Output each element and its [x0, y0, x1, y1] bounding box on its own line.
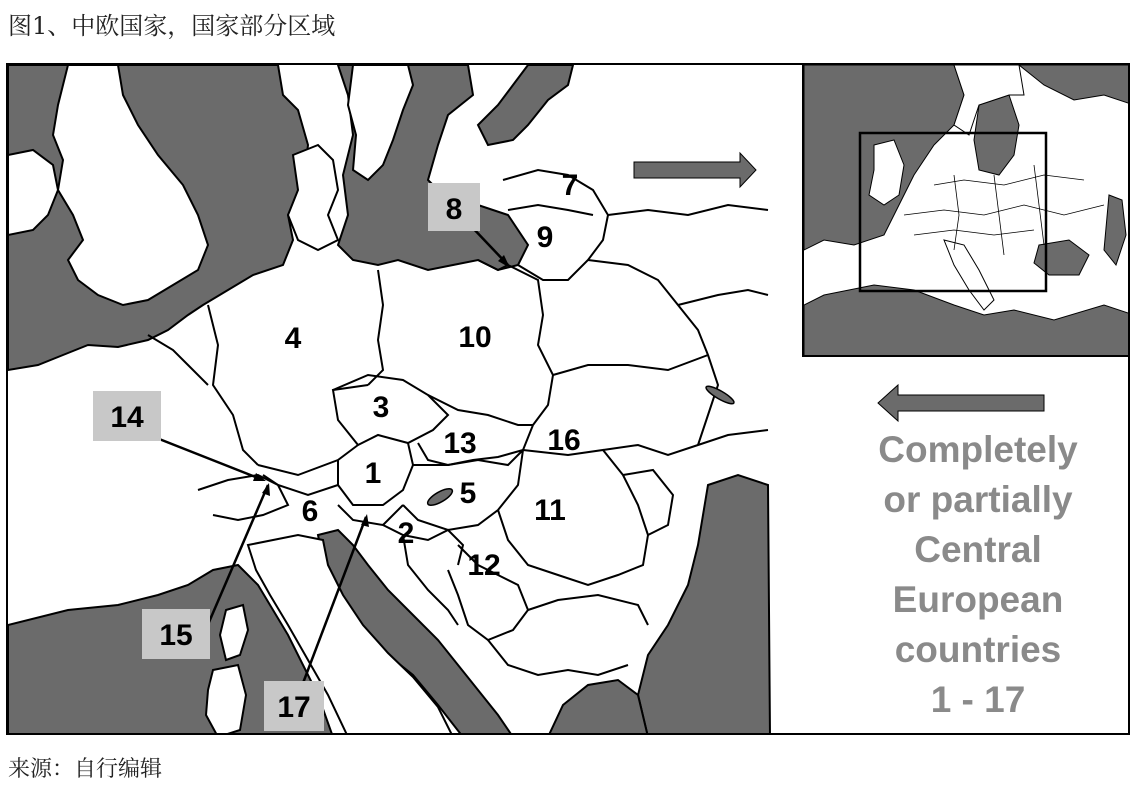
lake-balaton [425, 486, 454, 509]
label-12: 12 [467, 549, 501, 582]
pointer-head-14 [361, 514, 369, 527]
lake-ukraine [704, 384, 736, 407]
border-de-fr [208, 305, 258, 465]
label-5: 5 [459, 477, 477, 510]
border-de-at [258, 385, 368, 475]
label-1: 1 [364, 457, 382, 490]
label-10: 10 [458, 321, 492, 354]
label-15: 14 [110, 401, 144, 434]
arrow-from-caption [878, 385, 1044, 421]
border-bg [528, 595, 648, 625]
label-3: 3 [372, 391, 390, 424]
caption-line-4: European [892, 579, 1064, 620]
label-8: 8 [445, 193, 463, 226]
border-hr-si [338, 505, 403, 525]
border-by [588, 260, 718, 445]
border-md [623, 470, 673, 535]
border-ua-south [603, 430, 768, 455]
label-16: 16 [547, 424, 581, 457]
label-6: 6 [301, 495, 319, 528]
border-lt-lv [508, 205, 593, 215]
inset-overview-map [802, 65, 1130, 357]
caption-line-1: Completely [878, 429, 1078, 470]
source-note: 来源：自行编辑 [8, 757, 163, 782]
arrow-to-inset [634, 153, 756, 187]
caption-line-2: or partially [883, 479, 1073, 520]
sardinia [206, 665, 246, 735]
caption-block [838, 425, 1118, 725]
figure-title: 图1、中欧国家，国家部分区域 [8, 12, 336, 40]
border-de-pl [368, 270, 383, 385]
caption-line-6: 1 - 17 [930, 679, 1026, 720]
denmark [288, 145, 338, 250]
gulf-of-finland [478, 65, 573, 145]
caption-line-3: Central [914, 529, 1042, 570]
border-ru-by [678, 290, 768, 305]
inset-svg [804, 65, 1130, 357]
border-pl-east [508, 265, 553, 425]
label-11: 11 [534, 494, 566, 527]
label-13: 13 [443, 427, 477, 460]
map-panel [6, 63, 1130, 735]
label-7: 7 [561, 169, 579, 202]
border-hr [383, 525, 463, 565]
border-ua [553, 355, 708, 375]
label-2: 2 [397, 517, 415, 550]
label-17: 15 [159, 619, 193, 652]
pointer-15 [144, 433, 263, 480]
label-9: 9 [536, 221, 554, 254]
caption-line-5: countries [894, 629, 1062, 670]
border-fr-be [148, 335, 208, 385]
border-ru [608, 205, 768, 215]
black-sea [638, 475, 770, 735]
label-14: 17 [277, 691, 311, 724]
border-mk-gr [488, 640, 628, 675]
aegean-sea [548, 680, 648, 735]
label-4: 4 [284, 322, 302, 355]
